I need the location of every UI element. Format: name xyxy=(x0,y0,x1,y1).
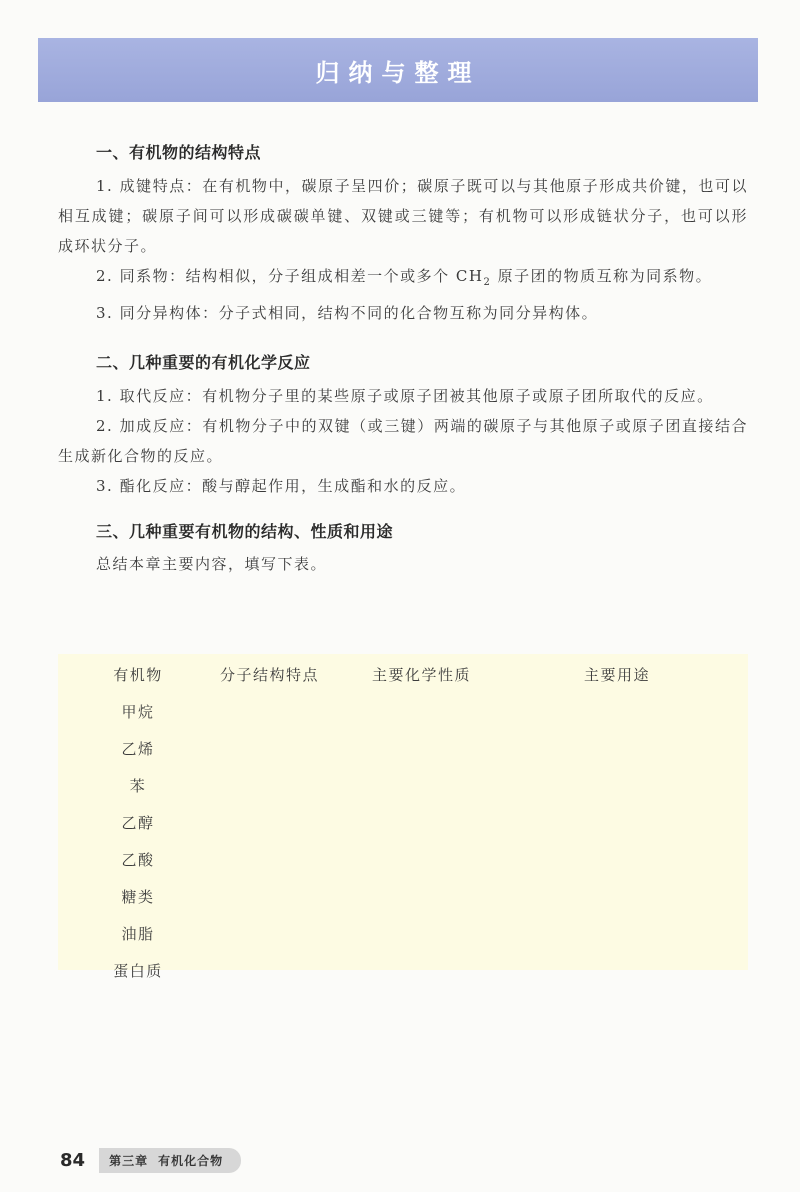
chapter-title: 有机化合物 xyxy=(158,1154,224,1168)
table-row xyxy=(58,915,748,952)
table-row xyxy=(58,878,748,915)
table-row xyxy=(58,767,748,804)
formula: CH xyxy=(455,267,484,285)
chapter-tag xyxy=(99,1148,241,1173)
row-label: 乙酸 xyxy=(121,851,155,869)
formula-subscript: 2 xyxy=(483,277,492,288)
row-label: 蛋白质 xyxy=(113,962,163,980)
row-label: 糖类 xyxy=(121,888,155,906)
column-header: 主要化学性质 xyxy=(372,665,472,684)
blank-cell[interactable] xyxy=(371,841,583,878)
blank-cell[interactable] xyxy=(583,878,748,915)
table-row xyxy=(58,693,748,730)
page-number: 84 xyxy=(60,1150,86,1171)
blank-cell[interactable] xyxy=(583,841,748,878)
row-label: 油脂 xyxy=(121,925,155,943)
paragraph-text: 原子团的物质互称为同系物。 xyxy=(497,267,713,285)
table-row xyxy=(58,730,748,767)
blank-cell[interactable] xyxy=(583,952,748,989)
blank-cell[interactable] xyxy=(371,767,583,804)
blank-cell[interactable] xyxy=(371,915,583,952)
blank-cell[interactable] xyxy=(219,767,371,804)
summary-table xyxy=(58,654,748,980)
paragraph: 1. 取代反应：有机物分子里的某些原子或原子团被其他原子或原子团所取代的反应。 xyxy=(96,387,714,405)
section-heading-2: 二、几种重要的有机化学反应 xyxy=(96,353,311,372)
content xyxy=(58,140,748,578)
blank-cell[interactable] xyxy=(583,730,748,767)
paragraph: 1. 成键特点：在有机物中，碳原子呈四价；碳原子既可以与其他原子形成共价键，也可以相互成键；碳原子间可以形成碳碳单键、双键或三键等；有机物可以形成链状分子，也可以形成环状分子。 xyxy=(58,177,748,255)
page-title: 归纳与整理 xyxy=(315,58,481,87)
table-intro: 总结本章主要内容，填写下表。 xyxy=(96,555,328,573)
table-row xyxy=(58,804,748,841)
page-footer xyxy=(60,1148,241,1173)
blank-cell[interactable] xyxy=(583,804,748,841)
paragraph: 2. 加成反应：有机物分子中的双键（或三键）两端的碳原子与其他原子或原子团直接结合生成新化合物的反应。 xyxy=(58,417,748,465)
blank-cell[interactable] xyxy=(219,841,371,878)
blank-cell[interactable] xyxy=(583,767,748,804)
table-header-row xyxy=(58,654,748,693)
paragraph: 3. 同分异构体：分子式相同，结构不同的化合物互称为同分异构体。 xyxy=(96,304,599,322)
row-label: 乙醇 xyxy=(121,814,155,832)
blank-cell[interactable] xyxy=(583,915,748,952)
section-heading-1: 一、有机物的结构特点 xyxy=(96,143,262,162)
paragraph-text: 2. 同系物：结构相似，分子组成相差一个或多个 xyxy=(96,267,450,285)
section-heading-3: 三、几种重要有机物的结构、性质和用途 xyxy=(96,522,394,541)
row-label: 甲烷 xyxy=(121,703,155,721)
chapter-number: 第三章 xyxy=(109,1154,149,1168)
column-header: 有机物 xyxy=(113,665,163,684)
table-row xyxy=(58,952,748,989)
blank-cell[interactable] xyxy=(219,952,371,989)
column-header: 分子结构特点 xyxy=(220,665,320,684)
table-row xyxy=(58,841,748,878)
blank-cell[interactable] xyxy=(371,878,583,915)
paragraph xyxy=(58,261,748,298)
blank-cell[interactable] xyxy=(219,915,371,952)
title-banner xyxy=(38,38,758,102)
blank-cell[interactable] xyxy=(371,693,583,730)
blank-cell[interactable] xyxy=(219,693,371,730)
blank-cell[interactable] xyxy=(219,804,371,841)
row-label: 乙烯 xyxy=(121,740,155,758)
column-header: 主要用途 xyxy=(584,665,651,684)
row-label: 苯 xyxy=(129,777,147,795)
blank-cell[interactable] xyxy=(219,878,371,915)
blank-cell[interactable] xyxy=(219,730,371,767)
blank-cell[interactable] xyxy=(371,730,583,767)
paragraph: 3. 酯化反应：酸与醇起作用，生成酯和水的反应。 xyxy=(96,477,467,495)
blank-cell[interactable] xyxy=(583,693,748,730)
blank-cell[interactable] xyxy=(371,804,583,841)
blank-cell[interactable] xyxy=(371,952,583,989)
